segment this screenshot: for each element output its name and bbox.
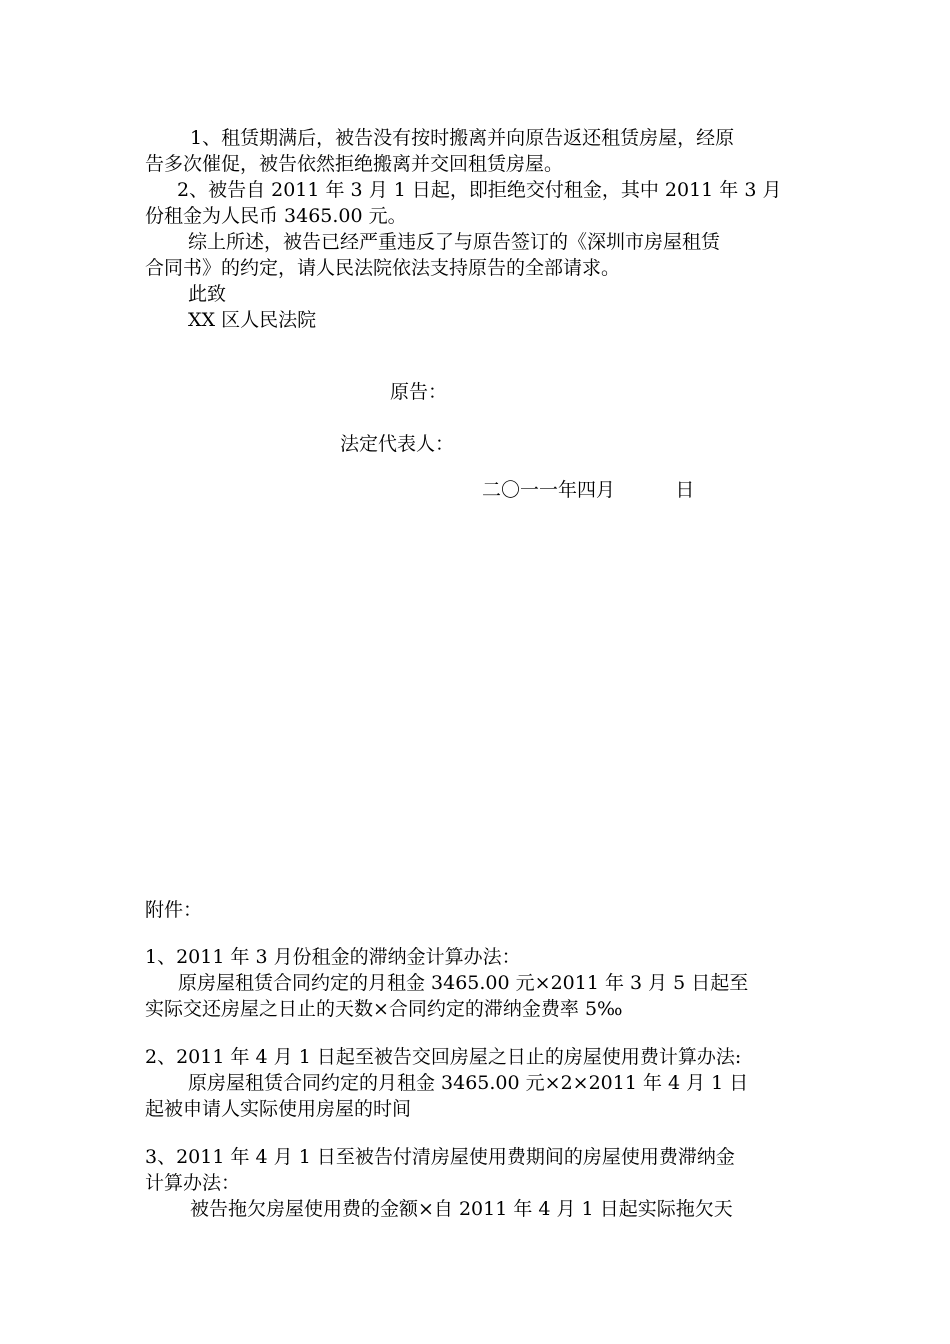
court-name: XX 区人民法院 [188, 309, 317, 331]
legal-representative-label: 法定代表人： [340, 433, 455, 455]
plaintiff-label: 原告： [390, 381, 448, 403]
attachment-item-3: 3、2011 年 4 月 1 日至被告付清房屋使用费期间的房屋使用费滞纳金 [145, 1146, 735, 1168]
body-line-2: 告多次催促，被告依然拒绝搬离并交回租赁房屋。 [145, 153, 564, 175]
body-line-1: 1、租赁期满后，被告没有按时搬离并向原告返还租赁房屋，经原 [190, 127, 735, 149]
attachment-line: 原房屋租赁合同约定的月租金 3465.00 元×2×2011 年 4 月 1 日 [188, 1072, 749, 1094]
attachment-line: 被告拖欠房屋使用费的金额×自 2011 年 4 月 1 日起实际拖欠天 [190, 1198, 733, 1220]
attachment-heading: 附件： [145, 899, 203, 921]
document-date: 二〇一一年四月 日 [482, 479, 695, 501]
body-line-4: 份租金为人民币 3465.00 元。 [145, 205, 407, 227]
body-line-5: 综上所述，被告已经严重违反了与原告签订的《深圳市房屋租赁 [188, 231, 721, 253]
attachment-line: 实际交还房屋之日止的天数×合同约定的滞纳金费率 5‰ [145, 998, 623, 1020]
attachment-line: 计算办法： [145, 1172, 241, 1194]
attachment-line: 起被申请人实际使用房屋的时间 [145, 1098, 412, 1120]
attachment-item-2: 2、2011 年 4 月 1 日起至被告交回房屋之日止的房屋使用费计算办法: [145, 1046, 742, 1068]
attachment-item-1: 1、2011 年 3 月份租金的滞纳金计算办法： [145, 946, 521, 968]
body-line-3: 2、被告自 2011 年 3 月 1 日起，即拒绝交付租金，其中 2011 年 3 月 [177, 179, 782, 201]
body-line-6: 合同书》的约定，请人民法院依法支持原告的全部请求。 [145, 257, 621, 279]
attachment-line: 原房屋租赁合同约定的月租金 3465.00 元×2011 年 3 月 5 日起至 [178, 972, 749, 994]
closing-salutation: 此致 [188, 283, 227, 305]
